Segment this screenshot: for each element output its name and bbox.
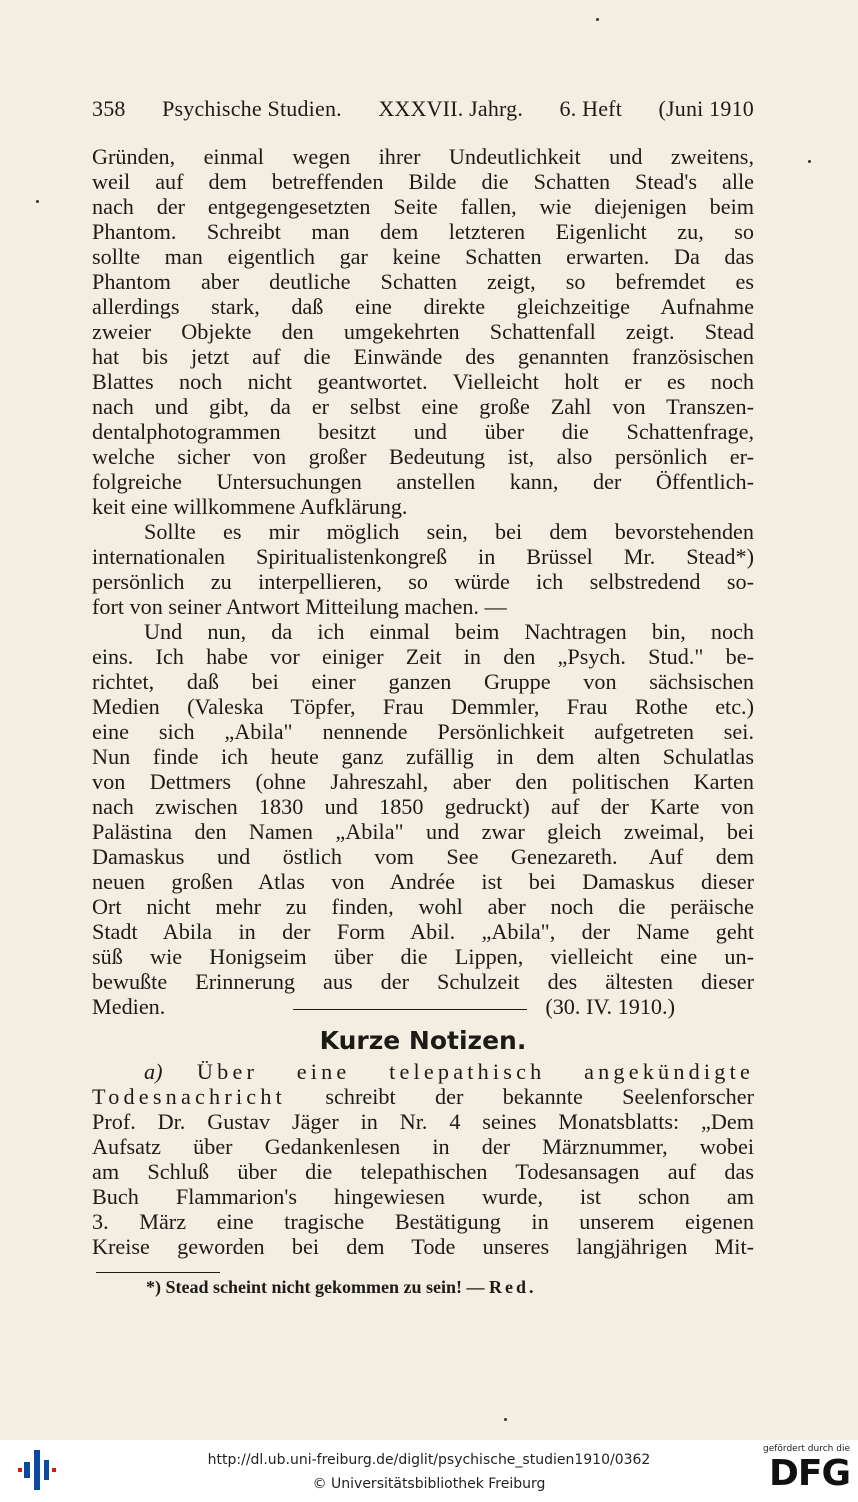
speck <box>808 160 811 163</box>
text-line: Nun finde ich heute ganz zufällig in dem alten Schulatlas <box>92 744 754 769</box>
text-line: süß wie Honigseim über die Lippen, vielleicht eine un- <box>92 944 754 969</box>
text-line: fort von seiner Antwort Mitteilung machen. — <box>92 594 507 619</box>
text-line: eine sich „Abila" nennende Persönlichkeit aufgetreten sei. <box>92 719 754 744</box>
closing-word: Medien. <box>92 994 166 1019</box>
text-line: allerdings stark, daß eine direkte gleichzeitige Aufnahme <box>92 294 754 319</box>
text-line: Medien (Valeska Töpfer, Frau Demmler, Frau Rothe etc.) <box>92 694 754 719</box>
text-line: Prof. Dr. Gustav Jäger in Nr. 4 seines Monatsblatts: „Dem <box>92 1109 754 1134</box>
text-line: zweier Objekte den umgekehrten Schattenfall zeigt. Stead <box>92 319 754 344</box>
volume-label: XXXVII. Jahrg. <box>378 96 524 121</box>
text-line: sollte man eigentlich gar keine Schatten erwarten. Da das <box>92 244 754 269</box>
text-line: Sollte es mir möglich sein, bei dem bevorstehenden <box>144 519 754 544</box>
text-line: folgreiche Untersuchungen anstellen kann, der Öffentlich- <box>92 469 754 494</box>
journal-title: Psychische Studien. <box>162 96 342 121</box>
funding-note: gefördert durch die <box>763 1444 850 1454</box>
viewer-footer-bar <box>0 1440 858 1502</box>
footnote-text: *) Stead scheint nicht gekommen zu sein! — <box>146 1277 485 1297</box>
dfg-logo: DFG <box>768 1453 850 1494</box>
text-line: Kreise geworden bei dem Tode unseres langjährigen Mit- <box>92 1234 754 1259</box>
text-line: 3. März eine tragische Bestätigung in unserem eigenen <box>92 1209 754 1234</box>
notice-label: a) <box>144 1059 163 1084</box>
text-line: Gründen, einmal wegen ihrer Undeutlichkeit und zweitens, <box>92 144 754 169</box>
text-line: persönlich zu interpellieren, so würde ich selbstredend so- <box>92 569 754 594</box>
text-line: am Schluß über die telepathischen Todesansagen auf das <box>92 1159 754 1184</box>
text-line: welche sicher von großer Bedeutung ist, also persönlich er- <box>92 444 754 469</box>
paragraph-1 <box>92 144 754 519</box>
text-line: Stadt Abila in der Form Abil. „Abila", der Name geht <box>92 919 754 944</box>
notice-first-line <box>92 1059 754 1084</box>
text-line: eins. Ich habe vor einiger Zeit in den „Psych. Stud." be- <box>92 644 754 669</box>
article-body <box>92 144 754 1259</box>
footnote <box>146 1276 746 1298</box>
text-line: hat bis jetzt auf die Einwände des genannten französischen <box>92 344 754 369</box>
text-line: Phantom aber deutliche Schatten zeigt, so befremdet es <box>92 269 754 294</box>
text-line: keit eine willkommene Aufklärung. <box>92 494 408 519</box>
text-line: dentalphotogrammen besitzt und über die Schattenfrage, <box>92 419 754 444</box>
footnote-rule <box>96 1272 220 1273</box>
notice-title: Über eine telepathisch angekündigte <box>196 1059 754 1084</box>
text-line: von Dettmers (ohne Jahreszahl, aber den politischen Karten <box>92 769 754 794</box>
notice-title-cont: Todesnachricht <box>92 1084 287 1109</box>
footnote-signature: Red. <box>489 1277 537 1297</box>
speck <box>36 200 39 203</box>
text-line: Damaskus und östlich vom See Genezareth. Auf dem <box>92 844 754 869</box>
signoff-rule <box>293 1009 527 1010</box>
signoff-line <box>92 994 754 1019</box>
text-line: richtet, daß bei einer ganzen Gruppe von sächsischen <box>92 669 754 694</box>
text-line: neuen großen Atlas von Andrée ist bei Damaskus dieser <box>92 869 754 894</box>
paragraph-2 <box>92 519 754 619</box>
text-line: Und nun, da ich einmal beim Nachtragen bin, noch <box>144 619 754 644</box>
speck <box>504 1418 507 1421</box>
speck <box>596 18 599 21</box>
section-heading: Kurze Notizen. <box>319 1026 527 1055</box>
text-line: Blattes noch nicht geantwortet. Vielleicht holt er es noch <box>92 369 754 394</box>
issue-label: 6. Heft <box>559 96 623 121</box>
article-date: (30. IV. 1910.) <box>545 994 675 1019</box>
issue-date: (Juni 1910 <box>658 96 754 121</box>
text-line: Phantom. Schreibt man dem letzteren Eigenlicht zu, so <box>92 219 754 244</box>
running-header <box>92 96 754 122</box>
notice-text: schreibt der bekannte Seelenforscher <box>325 1084 754 1109</box>
source-url[interactable]: http://dl.ub.uni-freiburg.de/diglit/psychische_studien1910/0362 <box>207 1452 651 1468</box>
text-line: bewußte Erinnerung aus der Schulzeit des ältesten dieser <box>92 969 754 994</box>
text-line: internationalen Spiritualistenkongreß in Brüssel Mr. Stead*) <box>92 544 754 569</box>
text-line: Palästina den Namen „Abila" und zwar gleich zweimal, bei <box>92 819 754 844</box>
notice-second-line <box>92 1084 754 1109</box>
copyright-notice: © Universitätsbibliothek Freiburg <box>312 1476 546 1492</box>
paragraph-3 <box>92 619 754 1019</box>
dfg-badge <box>754 1444 850 1500</box>
text-line: nach der entgegengesetzten Seite fallen, wie diejenigen beim <box>92 194 754 219</box>
text-line: Ort nicht mehr zu finden, wohl aber noch die peräische <box>92 894 754 919</box>
page-number: 358 <box>92 96 126 121</box>
text-line: weil auf dem betreffenden Bilde die Schatten Stead's alle <box>92 169 754 194</box>
text-line: nach und gibt, da er selbst eine große Zahl von Transzen- <box>92 394 754 419</box>
text-line: Buch Flammarion's hingewiesen wurde, ist schon am <box>92 1184 754 1209</box>
text-line: Aufsatz über Gedankenlesen in der Märznummer, wobei <box>92 1134 754 1159</box>
text-line: nach zwischen 1830 und 1850 gedruckt) auf der Karte von <box>92 794 754 819</box>
notice-a <box>92 1059 754 1259</box>
